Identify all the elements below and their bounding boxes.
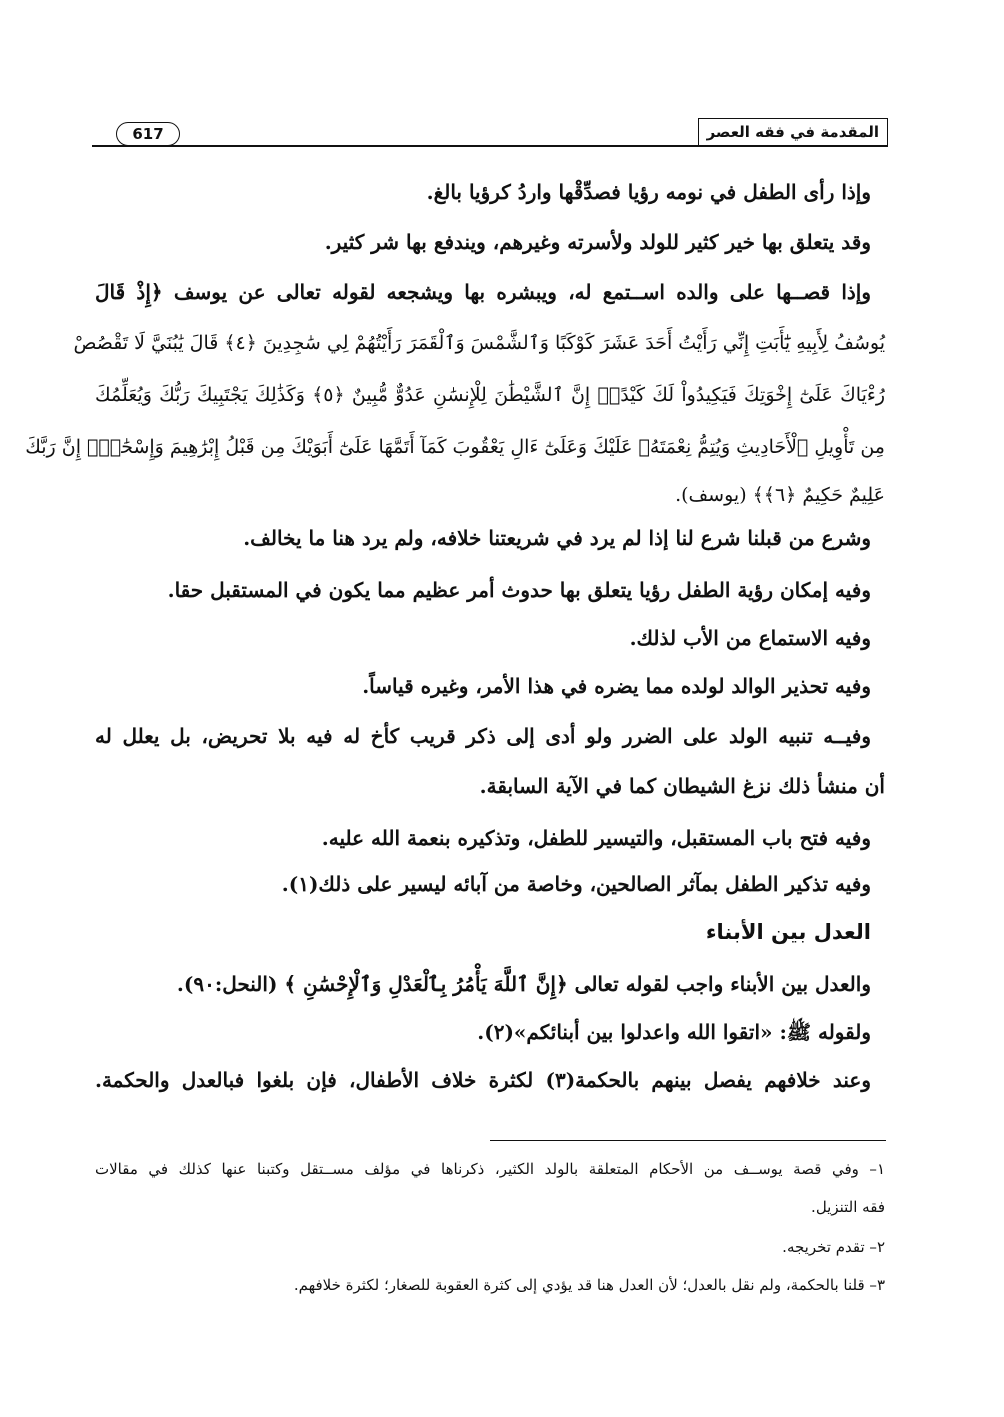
paragraph-line: وإذا قصــها على والده اســتمع له، ويبشره بها ويشجعه لقوله تعالى عن يوسف ﴿إِذْ قَالَ [95,280,871,304]
page-header [92,118,888,148]
paragraph-line: وعند خلافهم يفصل بينهم بالحكمة(٣) لكثرة خلاف الأطفال، فإن بلغوا فبالعدل والحكمة. [95,1068,871,1092]
quran-verse-line: مِن تَأْوِيلِ ٱلْأَحَادِيثِ وَيُتِمُّ نِعْمَتَهُۥ عَلَيْكَ وَعَلَىٰٓ ءَالِ يَعْقُوبَ كَمَآ أَتَمَّهَا عَلَىٰٓ أَبَوَيْكَ مِن قَبْلُ إِبْرَٰهِيمَ وَإِسْحَٰقَۚ إِنَّ رَبَّكَ [25,436,885,458]
paragraph-line: وإذا رأى الطفل في نومه رؤيا فصدِّقْها واردُ كرؤيا بالغ. [426,180,871,204]
paragraph-line: وشرع من قبلنا شرع لنا إذا لم يرد في شريعتنا خلافه، ولم يرد هنا ما يخالف. [243,526,871,550]
footnote-line: فقه التنزيل. [811,1198,885,1216]
paragraph-line: وفيه تحذير الوالد لولده مما يضره في هذا الأمر، وغيره قياساً. [362,674,871,698]
paragraph-line: وفيه الاستماع من الأب لذلك. [629,626,871,650]
paragraph-line: والعدل بين الأبناء واجب لقوله تعالى ﴿إِنَّ ٱللَّهَ يَأْمُرُ بِٱلْعَدْلِ وَٱلْإِحْسَٰنِ ﴾ (النحل:٩٠). [176,972,871,996]
header-rule [92,145,888,147]
book-title: المقدمة في فقه العصر [698,118,888,145]
footnote-separator [490,1140,886,1141]
quran-verse-line: يُوسُفُ لِأَبِيهِ يَٰٓأَبَتِ إِنِّي رَأَيْتُ أَحَدَ عَشَرَ كَوْكَبًا وَٱلشَّمْسَ وَٱلْقَمَرَ رَأَيْتُهُمْ لِي سَٰجِدِينَ ﴿٤﴾ قَالَ يَٰبُنَيَّ لَا تَقْصُصْ [73,332,885,354]
quran-verse-line: رُءْيَاكَ عَلَىٰٓ إِخْوَتِكَ فَيَكِيدُواْ لَكَ كَيْدًاۖ إِنَّ ٱلشَّيْطَٰنَ لِلْإِنسَٰنِ عَدُوٌّ مُّبِينٌ ﴿٥﴾ وَكَذَٰلِكَ يَجْتَبِيكَ رَبُّكَ وَيُعَلِّمُكَ [95,384,885,406]
paragraph-line: أن منشأ ذلك نزغ الشيطان كما في الآية السابقة. [479,774,885,798]
paragraph-line: وفيه فتح باب المستقبل، والتيسير للطفل، وتذكيره بنعمة الله عليه. [321,826,871,850]
paragraph-line: ولقوله ﷺ: «اتقوا الله واعدلوا بين أبنائكم»(٢). [477,1020,871,1044]
quran-verse-line: عَلِيمٌ حَكِيمٌ ﴿٦﴾﴾ (يوسف). [675,484,885,506]
footnote-line: ٢– تقدم تخريجه. [782,1238,885,1256]
section-heading: العدل بين الأبناء [705,920,871,944]
footnote-line: ٣– قلنا بالحكمة، ولم نقل بالعدل؛ لأن العدل هنا قد يؤدي إلى كثرة العقوبة للصغار؛ لكثرة خلافهم. [293,1276,885,1294]
paragraph-line: وفيه إمكان رؤية الطفل رؤيا يتعلق بها حدوث أمر عظيم مما يكون في المستقبل حقا. [167,578,871,602]
page-number: 617 [116,122,180,146]
paragraph-line: وقد يتعلق بها خير كثير للولد ولأسرته وغيرهم، ويندفع بها شر كثير. [324,230,871,254]
paragraph-line: وفيــه تنبيه الولد على الضرر ولو أدى إلى ذكر قريب كأخ له فيه بلا تحريض، بل يعلل له [95,724,872,748]
paragraph-line: وفيه تذكير الطفل بمآثر الصالحين، وخاصة من آبائه ليسير على ذلك(١). [281,872,871,896]
footnote-line: ١– وفي قصة يوســف من الأحكام المتعلقة بالولد الكثير، ذكرناها في مؤلف مســتقل وكتبنا عنها كذلك في مقالات [95,1160,885,1178]
